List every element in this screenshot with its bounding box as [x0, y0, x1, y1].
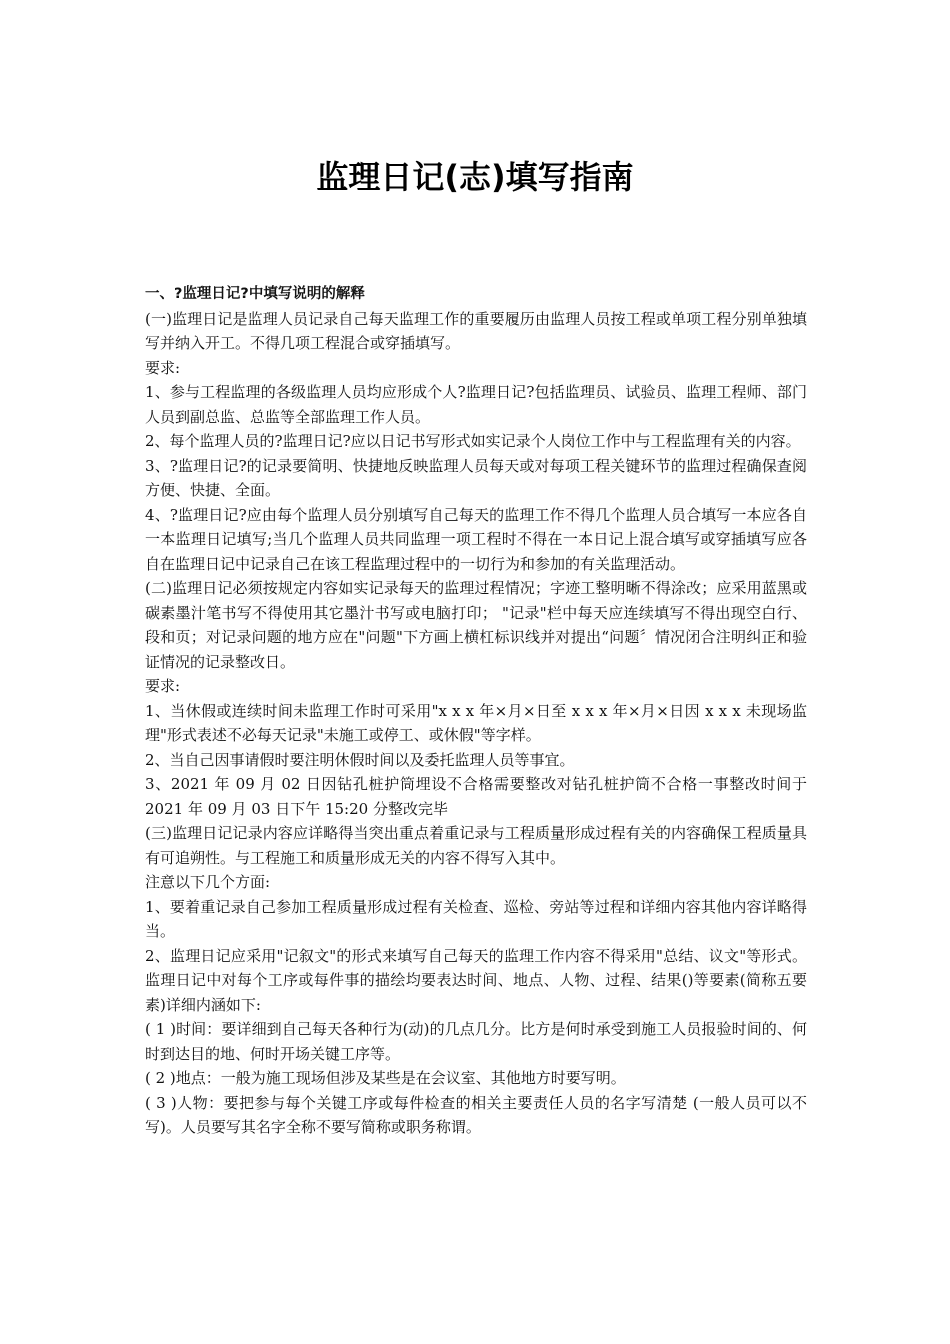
- paragraph-9: 1、当休假或连续时间未监理工作时可采用"x x x 年×月×日至 x x x 年×月×日因 x x x 未现场监理"形式表述不必每天记录"未施工或停工、或休假"等字样。: [145, 701, 807, 744]
- paragraph-13: 注意以下几个方面:: [145, 873, 271, 891]
- paragraph-12: (三)监理日记记录内容应详略得当突出重点着重记录与工程质量形成过程有关的内容确保工程质量具有可追朔性。与工程施工和质量形成无关的内容不得写入其中。: [145, 824, 807, 867]
- document-body: [145, 282, 807, 1140]
- paragraph-16: ( 1 )时间：要详细到自己每天各种行为(动)的几点几分。比方是何时承受到施工人员报验时间的、何时到达目的地、何时开场关键工序等。: [145, 1020, 807, 1063]
- paragraph-15: 2、监理日记应采用"记叙文"的形式来填写自己每天的监理工作内容不得采用"总结、议文"等形式。监理日记中对每个工序或每件事的描绘均要表达时间、地点、人物、过程、结果()等要素(简称五要素)详细内涵如下:: [145, 946, 807, 1014]
- paragraph-18: ( 3 )人物：要把参与每个关键工序或每件检查的相关主要责任人员的名字写清楚 (一般人员可以不写)。人员要写其名字全称不要写简称或职务称谓。: [145, 1093, 807, 1136]
- paragraph-4: 2、每个监理人员的?监理日记?应以日记书写形式如实记录个人岗位工作中与工程监理有关的内容。: [145, 432, 801, 450]
- paragraph-17: ( 2 )地点：一般为施工现场但涉及某些是在会议室、其他地方时要写明。: [145, 1069, 626, 1087]
- paragraph-5: 3、?监理日记?的记录要简明、快捷地反映监理人员每天或对每项工程关键环节的监理过程确保查阅方便、快捷、全面。: [145, 456, 807, 499]
- paragraph-11: 3、2021 年 09 月 02 日因钻孔桩护筒埋设不合格需要整改对钻孔桩护筒不合格一事整改时间于 2021 年 09 月 03 日下午 15:20 分整改完毕: [145, 775, 807, 818]
- paragraph-1: (一)监理日记是监理人员记录自己每天监理工作的重要履历由监理人员按工程或单项工程分别单独填写并纳入开工。不得几项工程混合或穿插填写。: [145, 309, 807, 352]
- section-heading: 一、?监理日记?中填写说明的解释: [145, 286, 365, 302]
- paragraph-6: 4、?监理日记?应由每个监理人员分别填写自己每天的监理工作不得几个监理人员合填写一本应各自一本监理日记填写;当几个监理人员共同监理一项工程时不得在一本日记上混合填写或穿插填写应各自在监理日记中记录自己在该工程监理过程中的一切行为和参加的有关监理活动。: [145, 505, 807, 573]
- paragraph-10: 2、当自己因事请假时要注明休假时间以及委托监理人员等事宜。: [145, 750, 575, 769]
- paragraph-3: 1、参与工程监理的各级监理人员均应形成个人?监理日记?包括监理员、试验员、监理工程师、部门人员到副总监、总监等全部监理工作人员。: [145, 383, 807, 426]
- paragraph-2: 要求:: [145, 358, 181, 377]
- paragraph-7: (二)监理日记必须按规定内容如实记录每天的监理过程情况；字迹工整明晰不得涂改；应采用蓝黑或碳素墨汁笔书写不得使用其它墨汁书写或电脑打印； "记录"栏中每天应连续填写不得出现空白行、段和页；对记录问题的地方应在"问题"下方画上横杠标识线并对提出“问题〞情况闭合注明纠正和验证情况的记录整改日。: [145, 579, 807, 671]
- paragraph-14: 1、要着重记录自己参加工程质量形成过程有关检查、巡检、旁站等过程和详细内容其他内容详略得当。: [145, 897, 807, 940]
- paragraph-8: 要求:: [145, 677, 181, 695]
- document-title: 监理日记(志)填写指南: [316, 158, 634, 196]
